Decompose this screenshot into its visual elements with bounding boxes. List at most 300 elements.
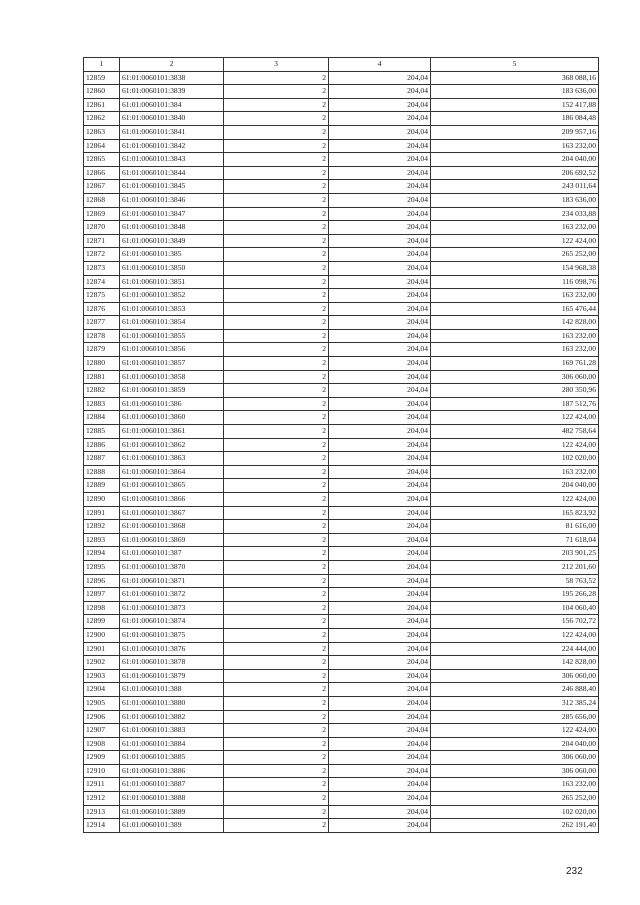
count-cell: 2 — [224, 656, 329, 670]
count-cell: 2 — [224, 683, 329, 697]
table-row — [84, 710, 599, 724]
value-cell: 187 512,76 — [431, 397, 599, 411]
count-cell: 2 — [224, 506, 329, 520]
row-number: 12899 — [84, 615, 120, 629]
area-cell: 204,04 — [329, 438, 431, 452]
cadastral-number: 61:01:0060101:3842 — [120, 139, 224, 153]
count-cell: 2 — [224, 438, 329, 452]
value-cell: 142 828,00 — [431, 656, 599, 670]
count-cell: 2 — [224, 316, 329, 330]
cadastral-number: 61:01:0060101:3885 — [120, 751, 224, 765]
count-cell: 2 — [224, 180, 329, 194]
row-number: 12900 — [84, 628, 120, 642]
count-cell: 2 — [224, 479, 329, 493]
area-cell: 204,04 — [329, 696, 431, 710]
table-row — [84, 737, 599, 751]
count-cell: 2 — [224, 193, 329, 207]
row-number: 12882 — [84, 384, 120, 398]
row-number: 12888 — [84, 465, 120, 479]
area-cell: 204,04 — [329, 547, 431, 561]
table-row — [84, 343, 599, 357]
value-cell: 122 424,00 — [431, 411, 599, 425]
cadastral-number: 61:01:0060101:3874 — [120, 615, 224, 629]
count-cell: 2 — [224, 153, 329, 167]
cadastral-number: 61:01:0060101:3849 — [120, 234, 224, 248]
cadastral-number: 61:01:0060101:3889 — [120, 805, 224, 819]
table-row — [84, 370, 599, 384]
area-cell: 204,04 — [329, 234, 431, 248]
area-cell: 204,04 — [329, 737, 431, 751]
count-cell: 2 — [224, 425, 329, 439]
cadastral-number: 61:01:0060101:3880 — [120, 696, 224, 710]
cadastral-number: 61:01:0060101:389 — [120, 819, 224, 833]
row-number: 12881 — [84, 370, 120, 384]
cadastral-number: 61:01:0060101:3869 — [120, 533, 224, 547]
cadastral-number: 61:01:0060101:386 — [120, 397, 224, 411]
cadastral-number: 61:01:0060101:3871 — [120, 574, 224, 588]
table-row — [84, 153, 599, 167]
column-header-2: 2 — [120, 58, 224, 72]
value-cell: 102 020,00 — [431, 452, 599, 466]
cadastral-number: 61:01:0060101:3882 — [120, 710, 224, 724]
row-number: 12862 — [84, 112, 120, 126]
value-cell: 306 060,00 — [431, 669, 599, 683]
table-row — [84, 479, 599, 493]
area-cell: 204,04 — [329, 275, 431, 289]
count-cell: 2 — [224, 85, 329, 99]
table-row — [84, 601, 599, 615]
row-number: 12912 — [84, 792, 120, 806]
column-header-1: 1 — [84, 58, 120, 72]
row-number: 12885 — [84, 425, 120, 439]
value-cell: 368 088,16 — [431, 71, 599, 85]
area-cell: 204,04 — [329, 207, 431, 221]
value-cell: 186 084,48 — [431, 112, 599, 126]
row-number: 12911 — [84, 778, 120, 792]
count-cell: 2 — [224, 71, 329, 85]
cadastral-number: 61:01:0060101:3883 — [120, 724, 224, 738]
cadastral-number: 61:01:0060101:3850 — [120, 261, 224, 275]
count-cell: 2 — [224, 139, 329, 153]
area-cell: 204,04 — [329, 71, 431, 85]
row-number: 12913 — [84, 805, 120, 819]
table-row — [84, 411, 599, 425]
table-row — [84, 438, 599, 452]
count-cell: 2 — [224, 384, 329, 398]
value-cell: 224 444,00 — [431, 642, 599, 656]
area-cell: 204,04 — [329, 751, 431, 765]
row-number: 12876 — [84, 302, 120, 316]
row-number: 12894 — [84, 547, 120, 561]
row-number: 12879 — [84, 343, 120, 357]
value-cell: 71 618,04 — [431, 533, 599, 547]
value-cell: 122 424,00 — [431, 493, 599, 507]
table-row — [84, 465, 599, 479]
area-cell: 204,04 — [329, 248, 431, 262]
table-row — [84, 520, 599, 534]
row-number: 12892 — [84, 520, 120, 534]
cadastral-number: 61:01:0060101:3879 — [120, 669, 224, 683]
table-row — [84, 683, 599, 697]
area-cell: 204,04 — [329, 221, 431, 235]
cadastral-number: 61:01:0060101:3856 — [120, 343, 224, 357]
value-cell: 306 060,00 — [431, 370, 599, 384]
count-cell: 2 — [224, 710, 329, 724]
value-cell: 165 476,44 — [431, 302, 599, 316]
registry-table — [83, 57, 599, 833]
value-cell: 156 702,72 — [431, 615, 599, 629]
value-cell: 142 828,00 — [431, 316, 599, 330]
table-row — [84, 180, 599, 194]
value-cell: 163 232,00 — [431, 343, 599, 357]
value-cell: 209 957,16 — [431, 125, 599, 139]
table-row — [84, 397, 599, 411]
table-row — [84, 792, 599, 806]
cadastral-number: 61:01:0060101:384 — [120, 98, 224, 112]
count-cell: 2 — [224, 234, 329, 248]
count-cell: 2 — [224, 574, 329, 588]
value-cell: 243 011,64 — [431, 180, 599, 194]
count-cell: 2 — [224, 275, 329, 289]
area-cell: 204,04 — [329, 112, 431, 126]
column-header-4: 4 — [329, 58, 431, 72]
cadastral-number: 61:01:0060101:3862 — [120, 438, 224, 452]
value-cell: 163 232,00 — [431, 221, 599, 235]
value-cell: 122 424,00 — [431, 438, 599, 452]
table-row — [84, 574, 599, 588]
table-row — [84, 71, 599, 85]
table-row — [84, 506, 599, 520]
cadastral-number: 61:01:0060101:3870 — [120, 560, 224, 574]
cadastral-number: 61:01:0060101:3886 — [120, 764, 224, 778]
table-row — [84, 193, 599, 207]
area-cell: 204,04 — [329, 778, 431, 792]
count-cell: 2 — [224, 669, 329, 683]
area-cell: 204,04 — [329, 452, 431, 466]
cadastral-number: 61:01:0060101:3887 — [120, 778, 224, 792]
cadastral-number: 61:01:0060101:3859 — [120, 384, 224, 398]
value-cell: 204 040,00 — [431, 737, 599, 751]
value-cell: 246 888,40 — [431, 683, 599, 697]
area-cell: 204,04 — [329, 792, 431, 806]
cadastral-number: 61:01:0060101:3853 — [120, 302, 224, 316]
area-cell: 204,04 — [329, 261, 431, 275]
count-cell: 2 — [224, 452, 329, 466]
area-cell: 204,04 — [329, 153, 431, 167]
cadastral-number: 61:01:0060101:3860 — [120, 411, 224, 425]
row-number: 12863 — [84, 125, 120, 139]
value-cell: 163 232,00 — [431, 289, 599, 303]
table-row — [84, 98, 599, 112]
area-cell: 204,04 — [329, 560, 431, 574]
area-cell: 204,04 — [329, 411, 431, 425]
count-cell: 2 — [224, 778, 329, 792]
table-row — [84, 329, 599, 343]
cadastral-number: 61:01:0060101:3845 — [120, 180, 224, 194]
value-cell: 262 191,40 — [431, 819, 599, 833]
area-cell: 204,04 — [329, 574, 431, 588]
area-cell: 204,04 — [329, 384, 431, 398]
count-cell: 2 — [224, 397, 329, 411]
area-cell: 204,04 — [329, 819, 431, 833]
area-cell: 204,04 — [329, 425, 431, 439]
count-cell: 2 — [224, 166, 329, 180]
row-number: 12905 — [84, 696, 120, 710]
table-row — [84, 112, 599, 126]
page-number: 232 — [566, 866, 583, 877]
value-cell: 165 823,92 — [431, 506, 599, 520]
area-cell: 204,04 — [329, 397, 431, 411]
area-cell: 204,04 — [329, 289, 431, 303]
row-number: 12891 — [84, 506, 120, 520]
table-row — [84, 289, 599, 303]
value-cell: 265 252,00 — [431, 792, 599, 806]
cadastral-number: 61:01:0060101:3839 — [120, 85, 224, 99]
value-cell: 312 385,24 — [431, 696, 599, 710]
area-cell: 204,04 — [329, 656, 431, 670]
cadastral-number: 61:01:0060101:3855 — [120, 329, 224, 343]
count-cell: 2 — [224, 357, 329, 371]
area-cell: 204,04 — [329, 302, 431, 316]
cadastral-number: 61:01:0060101:3851 — [120, 275, 224, 289]
table-row — [84, 493, 599, 507]
count-cell: 2 — [224, 560, 329, 574]
value-cell: 285 656,00 — [431, 710, 599, 724]
area-cell: 204,04 — [329, 628, 431, 642]
row-number: 12897 — [84, 588, 120, 602]
table-row — [84, 805, 599, 819]
table-row — [84, 696, 599, 710]
area-cell: 204,04 — [329, 193, 431, 207]
area-cell: 204,04 — [329, 125, 431, 139]
cadastral-number: 61:01:0060101:3843 — [120, 153, 224, 167]
table-row — [84, 425, 599, 439]
area-cell: 204,04 — [329, 601, 431, 615]
area-cell: 204,04 — [329, 683, 431, 697]
area-cell: 204,04 — [329, 520, 431, 534]
count-cell: 2 — [224, 533, 329, 547]
value-cell: 204 040,00 — [431, 479, 599, 493]
table-row — [84, 384, 599, 398]
count-cell: 2 — [224, 792, 329, 806]
cadastral-number: 61:01:0060101:3846 — [120, 193, 224, 207]
value-cell: 204 040,00 — [431, 153, 599, 167]
count-cell: 2 — [224, 805, 329, 819]
value-cell: 482 758,64 — [431, 425, 599, 439]
cadastral-number: 61:01:0060101:3884 — [120, 737, 224, 751]
value-cell: 81 616,00 — [431, 520, 599, 534]
table-row — [84, 357, 599, 371]
count-cell: 2 — [224, 302, 329, 316]
table-row — [84, 139, 599, 153]
cadastral-number: 61:01:0060101:385 — [120, 248, 224, 262]
area-cell: 204,04 — [329, 316, 431, 330]
area-cell: 204,04 — [329, 357, 431, 371]
row-number: 12886 — [84, 438, 120, 452]
count-cell: 2 — [224, 819, 329, 833]
value-cell: 203 901,25 — [431, 547, 599, 561]
row-number: 12914 — [84, 819, 120, 833]
cadastral-number: 61:01:0060101:3838 — [120, 71, 224, 85]
row-number: 12873 — [84, 261, 120, 275]
table-row — [84, 560, 599, 574]
row-number: 12890 — [84, 493, 120, 507]
value-cell: 206 692,52 — [431, 166, 599, 180]
value-cell: 163 232,00 — [431, 465, 599, 479]
table-row — [84, 452, 599, 466]
value-cell: 58 763,52 — [431, 574, 599, 588]
cadastral-number: 61:01:0060101:3841 — [120, 125, 224, 139]
row-number: 12908 — [84, 737, 120, 751]
value-cell: 306 060,00 — [431, 764, 599, 778]
count-cell: 2 — [224, 737, 329, 751]
value-cell: 104 060,40 — [431, 601, 599, 615]
area-cell: 204,04 — [329, 493, 431, 507]
table-row — [84, 642, 599, 656]
area-cell: 204,04 — [329, 85, 431, 99]
cadastral-number: 61:01:0060101:3878 — [120, 656, 224, 670]
row-number: 12859 — [84, 71, 120, 85]
cadastral-number: 61:01:0060101:3852 — [120, 289, 224, 303]
table-row — [84, 234, 599, 248]
area-cell: 204,04 — [329, 343, 431, 357]
table-row — [84, 166, 599, 180]
row-number: 12869 — [84, 207, 120, 221]
table-row — [84, 751, 599, 765]
area-cell: 204,04 — [329, 805, 431, 819]
table-row — [84, 261, 599, 275]
count-cell: 2 — [224, 764, 329, 778]
table-row — [84, 764, 599, 778]
row-number: 12884 — [84, 411, 120, 425]
count-cell: 2 — [224, 696, 329, 710]
count-cell: 2 — [224, 98, 329, 112]
value-cell: 102 020,00 — [431, 805, 599, 819]
cadastral-number: 61:01:0060101:3867 — [120, 506, 224, 520]
count-cell: 2 — [224, 628, 329, 642]
row-number: 12880 — [84, 357, 120, 371]
value-cell: 163 232,00 — [431, 139, 599, 153]
row-number: 12889 — [84, 479, 120, 493]
table-row — [84, 669, 599, 683]
area-cell: 204,04 — [329, 588, 431, 602]
count-cell: 2 — [224, 329, 329, 343]
value-cell: 122 424,00 — [431, 234, 599, 248]
cadastral-number: 61:01:0060101:3847 — [120, 207, 224, 221]
cadastral-number: 61:01:0060101:3857 — [120, 357, 224, 371]
count-cell: 2 — [224, 289, 329, 303]
area-cell: 204,04 — [329, 370, 431, 384]
area-cell: 204,04 — [329, 669, 431, 683]
row-number: 12904 — [84, 683, 120, 697]
row-number: 12867 — [84, 180, 120, 194]
table-row — [84, 85, 599, 99]
area-cell: 204,04 — [329, 329, 431, 343]
row-number: 12895 — [84, 560, 120, 574]
table-body — [84, 71, 599, 832]
cadastral-number: 61:01:0060101:3863 — [120, 452, 224, 466]
area-cell: 204,04 — [329, 166, 431, 180]
row-number: 12872 — [84, 248, 120, 262]
area-cell: 204,04 — [329, 615, 431, 629]
count-cell: 2 — [224, 221, 329, 235]
value-cell: 234 033,88 — [431, 207, 599, 221]
cadastral-number: 61:01:0060101:3873 — [120, 601, 224, 615]
cadastral-number: 61:01:0060101:3840 — [120, 112, 224, 126]
row-number: 12868 — [84, 193, 120, 207]
area-cell: 204,04 — [329, 710, 431, 724]
row-number: 12874 — [84, 275, 120, 289]
value-cell: 306 060,00 — [431, 751, 599, 765]
table-row — [84, 819, 599, 833]
area-cell: 204,04 — [329, 465, 431, 479]
value-cell: 152 417,88 — [431, 98, 599, 112]
table-row — [84, 316, 599, 330]
count-cell: 2 — [224, 261, 329, 275]
table-row — [84, 248, 599, 262]
value-cell: 265 252,00 — [431, 248, 599, 262]
count-cell: 2 — [224, 520, 329, 534]
table-row — [84, 533, 599, 547]
row-number: 12877 — [84, 316, 120, 330]
table-header-row — [84, 58, 599, 72]
area-cell: 204,04 — [329, 180, 431, 194]
row-number: 12878 — [84, 329, 120, 343]
cadastral-number: 61:01:0060101:3848 — [120, 221, 224, 235]
row-number: 12901 — [84, 642, 120, 656]
row-number: 12907 — [84, 724, 120, 738]
value-cell: 122 424,00 — [431, 628, 599, 642]
cadastral-number: 61:01:0060101:3864 — [120, 465, 224, 479]
row-number: 12871 — [84, 234, 120, 248]
count-cell: 2 — [224, 343, 329, 357]
value-cell: 195 266,28 — [431, 588, 599, 602]
count-cell: 2 — [224, 724, 329, 738]
table-row — [84, 125, 599, 139]
cadastral-number: 61:01:0060101:3861 — [120, 425, 224, 439]
table-row — [84, 221, 599, 235]
row-number: 12865 — [84, 153, 120, 167]
count-cell: 2 — [224, 411, 329, 425]
row-number: 12870 — [84, 221, 120, 235]
table-row — [84, 588, 599, 602]
area-cell: 204,04 — [329, 533, 431, 547]
count-cell: 2 — [224, 547, 329, 561]
area-cell: 204,04 — [329, 764, 431, 778]
row-number: 12860 — [84, 85, 120, 99]
count-cell: 2 — [224, 751, 329, 765]
count-cell: 2 — [224, 125, 329, 139]
row-number: 12896 — [84, 574, 120, 588]
row-number: 12898 — [84, 601, 120, 615]
table-row — [84, 778, 599, 792]
row-number: 12864 — [84, 139, 120, 153]
area-cell: 204,04 — [329, 724, 431, 738]
value-cell: 280 350,96 — [431, 384, 599, 398]
row-number: 12903 — [84, 669, 120, 683]
row-number: 12875 — [84, 289, 120, 303]
value-cell: 212 201,60 — [431, 560, 599, 574]
row-number: 12883 — [84, 397, 120, 411]
row-number: 12887 — [84, 452, 120, 466]
value-cell: 122 424,00 — [431, 724, 599, 738]
value-cell: 183 636,00 — [431, 193, 599, 207]
table-row — [84, 724, 599, 738]
cadastral-number: 61:01:0060101:3888 — [120, 792, 224, 806]
row-number: 12906 — [84, 710, 120, 724]
row-number: 12861 — [84, 98, 120, 112]
area-cell: 204,04 — [329, 139, 431, 153]
